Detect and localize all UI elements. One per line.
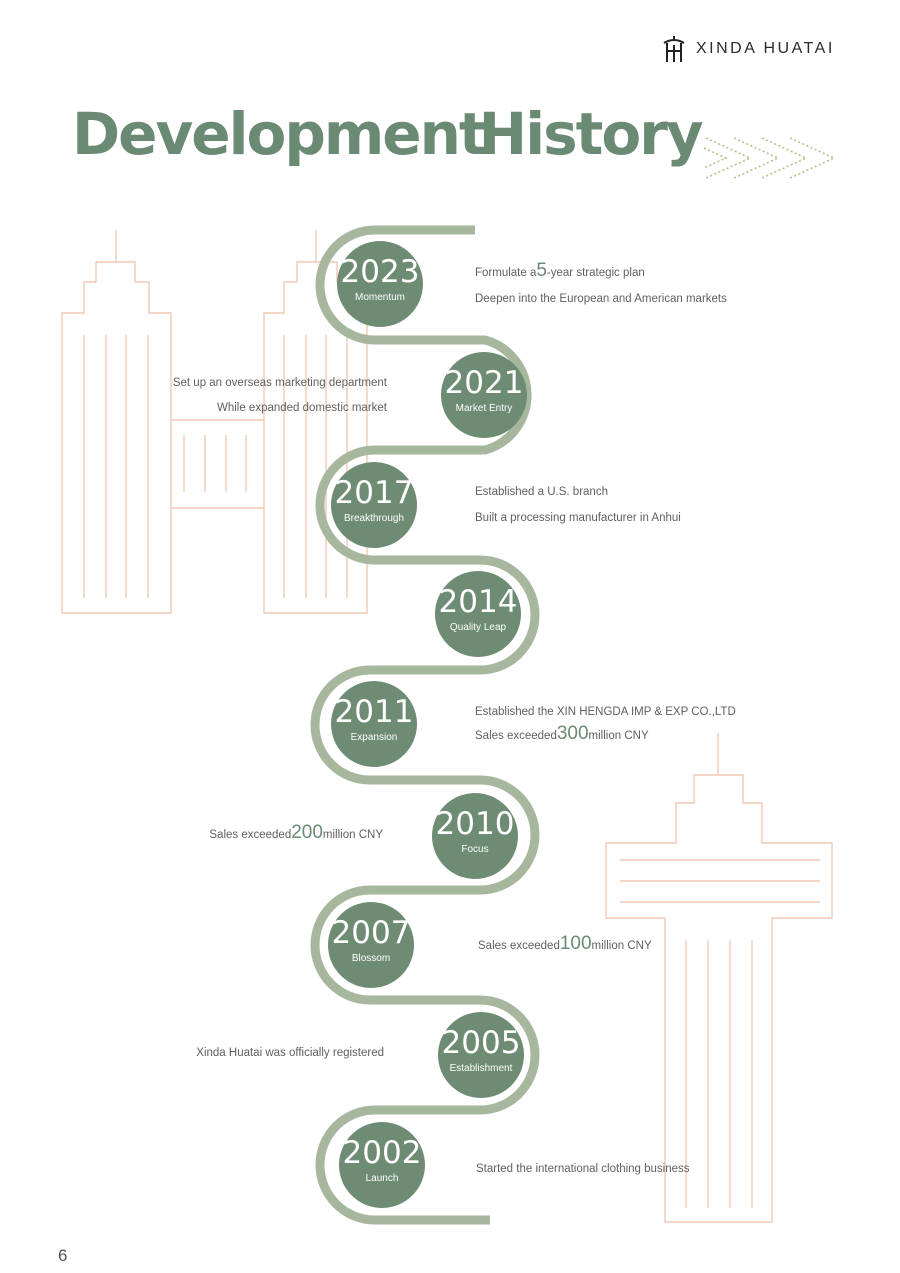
text-segment: Formulate a — [475, 267, 537, 279]
milestone-2023-line-1 — [475, 260, 645, 281]
milestone-year: 2017 — [334, 475, 414, 511]
milestone-2017 — [331, 462, 417, 548]
text-segment: million CNY — [322, 829, 383, 841]
highlight-number: 300 — [556, 723, 589, 744]
milestone-year: 2023 — [340, 254, 420, 290]
milestone-2023-line-2: Deepen into the European and American markets — [475, 293, 727, 305]
milestone-year: 2010 — [435, 806, 515, 842]
milestone-2017-line-2: Built a processing manufacturer in Anhui — [475, 512, 681, 524]
milestone-2023 — [337, 241, 423, 327]
milestone-2014 — [435, 571, 521, 657]
milestone-2021-line-1: Set up an overseas marketing department — [172, 377, 387, 389]
milestone-2002-line-1: Started the international clothing business — [476, 1163, 690, 1175]
milestone-2011-line-1: Established the XIN HENGDA IMP & EXP CO.,LTD — [475, 706, 736, 718]
brand — [662, 34, 835, 64]
milestone-label: Launch — [365, 1173, 399, 1184]
title-part-2: History — [478, 100, 702, 168]
milestone-year: 2002 — [342, 1135, 422, 1171]
milestone-label: Blossom — [351, 953, 391, 964]
milestone-2007 — [328, 902, 414, 988]
milestone-2005-line-1: Xinda Huatai was officially registered — [196, 1047, 384, 1059]
brand-name: XINDA HUATAI — [696, 40, 835, 57]
milestone-label: Establishment — [449, 1063, 513, 1074]
milestone-2017-line-1: Established a U.S. branch — [475, 486, 608, 498]
text-segment: Sales exceeded — [478, 940, 560, 952]
text-segment: Sales exceeded — [475, 730, 557, 742]
text-segment: million CNY — [591, 940, 652, 952]
milestone-2010 — [432, 793, 518, 879]
milestone-year: 2021 — [444, 365, 524, 401]
milestone-year: 2005 — [441, 1025, 521, 1061]
milestone-2011 — [331, 681, 417, 767]
text-segment: Sales exceeded — [209, 829, 292, 841]
highlight-number: 5 — [536, 260, 547, 281]
milestone-2021-line-2: While expanded domestic market — [216, 402, 387, 414]
milestone-label: Quality Leap — [449, 622, 507, 633]
milestone-year: 2007 — [331, 915, 411, 951]
milestone-year: 2014 — [438, 584, 518, 620]
text-segment: million CNY — [588, 730, 649, 742]
hanger-logo-icon — [662, 35, 686, 63]
highlight-number: 100 — [559, 933, 592, 954]
highlight-number: 200 — [291, 822, 323, 843]
page-title — [72, 100, 702, 168]
milestone-label: Focus — [461, 844, 489, 855]
title-part-1: Development — [72, 100, 485, 168]
page-number: 6 — [58, 1246, 68, 1265]
milestone-2005 — [438, 1012, 524, 1098]
milestone-2010-line-1 — [209, 822, 383, 843]
milestone-2021 — [441, 352, 527, 438]
milestone-year: 2011 — [334, 694, 414, 730]
milestone-label: Expansion — [350, 732, 398, 743]
milestone-2007-line-1 — [478, 933, 652, 954]
milestone-2002 — [339, 1122, 425, 1208]
milestone-label: Market Entry — [455, 403, 513, 414]
text-segment: -year strategic plan — [546, 267, 645, 279]
milestone-2011-line-2 — [475, 723, 649, 744]
milestone-label: Momentum — [354, 292, 405, 303]
milestone-label: Breakthrough — [343, 513, 405, 524]
chevron-arrows-icon — [700, 132, 840, 184]
